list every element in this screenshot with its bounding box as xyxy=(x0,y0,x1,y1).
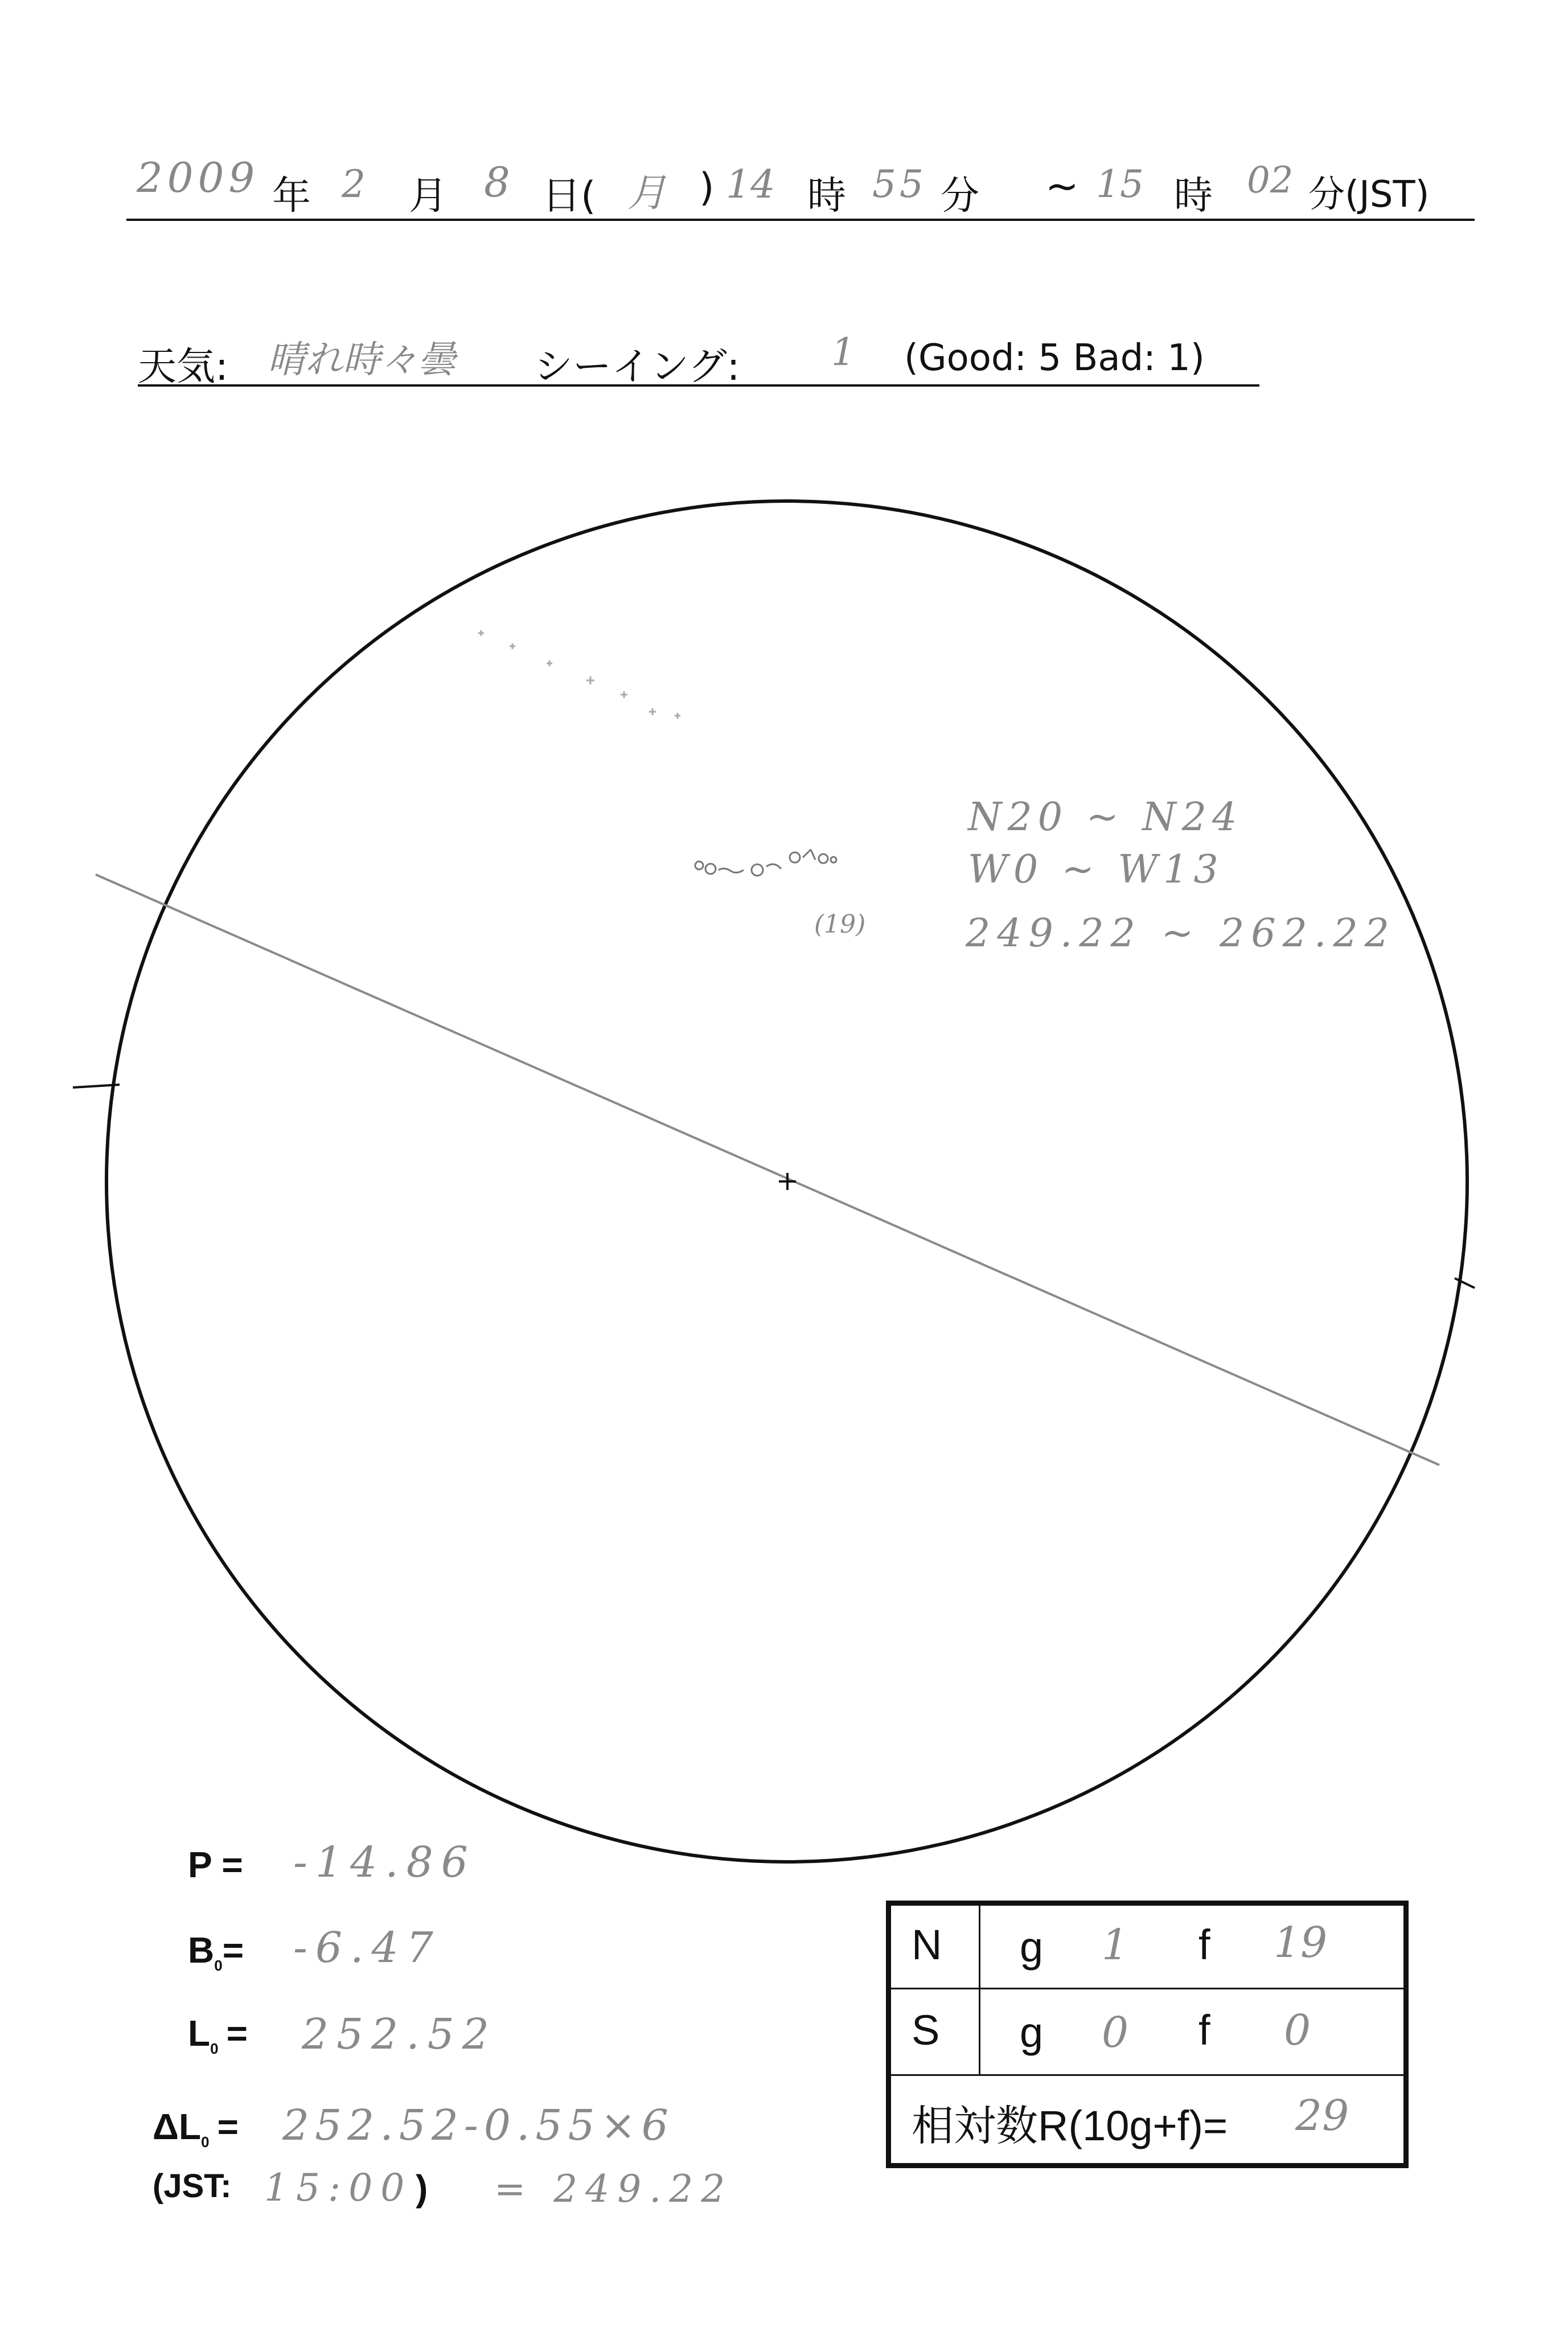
north-g-value: 1 xyxy=(1102,1920,1129,1969)
end-minute-label: 分(JST) xyxy=(1308,174,1430,216)
start-hour-value: 14 xyxy=(726,162,775,207)
delta-l0-label: $\Delta L_0$ = xyxy=(153,2106,239,2151)
b0-label: $B_0=$ xyxy=(188,1930,244,1974)
weather-label: 天気: xyxy=(138,344,228,389)
tilde-separator: ~ xyxy=(1045,163,1079,210)
b0-value: -6.47 xyxy=(293,1923,441,1972)
start-hour-label: 時 xyxy=(807,174,847,219)
sunspot-group xyxy=(695,849,836,876)
weekday-value: 月 xyxy=(627,171,667,216)
faint-cross-marks xyxy=(478,630,680,719)
start-minute-value: 55 xyxy=(872,162,927,206)
seeing-scale-note: (Good: 5 Bad: 1) xyxy=(904,337,1205,379)
l0-value: 252.52 xyxy=(302,2010,497,2059)
south-f-value: 0 xyxy=(1284,2006,1311,2055)
month-label: 月 xyxy=(409,174,448,219)
p-label: P = xyxy=(188,1844,243,1885)
close-paren: ) xyxy=(699,165,715,210)
north-f-value: 19 xyxy=(1274,1918,1328,1967)
equator-line xyxy=(96,875,1439,1465)
north-g-label: g xyxy=(1020,1923,1044,1971)
jst-label: (JST: xyxy=(153,2168,232,2205)
sunspot-count-table xyxy=(886,1901,1409,2168)
south-g-label: g xyxy=(1020,2009,1044,2056)
south-f-label: f xyxy=(1198,2006,1210,2054)
day-label: 日( xyxy=(542,174,596,219)
south-g-value: 0 xyxy=(1102,2008,1129,2057)
longitude-range: W0 ~ W13 xyxy=(968,847,1224,892)
start-minute-label: 分 xyxy=(941,174,980,219)
relative-number-value: 29 xyxy=(1295,2091,1349,2140)
latitude-range: N20 ~ N24 xyxy=(968,795,1243,840)
spot-count-note: (19) xyxy=(814,910,866,939)
p-value: -14.86 xyxy=(293,1838,476,1887)
jst-close-paren: ) xyxy=(416,2168,428,2209)
seeing-label: シーイング: xyxy=(534,344,740,389)
month-value: 2 xyxy=(342,162,366,206)
end-hour-value: 15 xyxy=(1096,162,1144,206)
year-label: 年 xyxy=(272,174,311,219)
seeing-value: 1 xyxy=(831,330,855,374)
year-value: 2009 xyxy=(137,154,260,202)
carrington-range: 249.22 ~ 262.22 xyxy=(966,911,1397,956)
south-hemisphere-label: S xyxy=(912,2006,940,2054)
l0-label: $L_0$ = xyxy=(188,2013,248,2057)
north-f-label: f xyxy=(1198,1921,1210,1968)
jst-value: 15:00 xyxy=(264,2166,413,2210)
delta-l0-result: = 249.22 xyxy=(494,2167,733,2211)
end-hour-label: 時 xyxy=(1174,174,1213,219)
weather-value: 晴れ時々曇 xyxy=(268,338,455,381)
north-hemisphere-label: N xyxy=(912,1921,942,1968)
relative-number-label: 相対数R(10g+f)= xyxy=(912,2102,1228,2149)
delta-l0-formula: 252.52-0.55×6 xyxy=(282,2101,674,2150)
day-value: 8 xyxy=(484,158,510,206)
end-minute-value: 02 xyxy=(1247,159,1294,202)
